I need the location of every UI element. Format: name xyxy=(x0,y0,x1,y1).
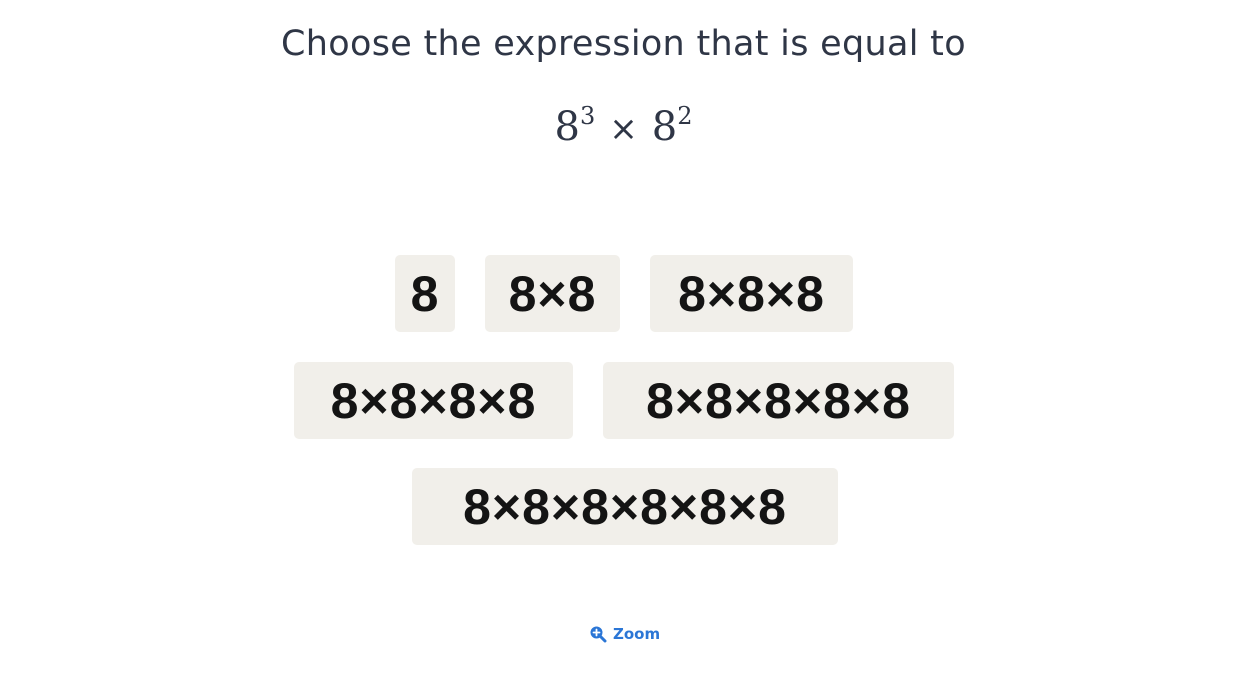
answer-option-label: 8×8×8×8×8×8 xyxy=(463,478,787,535)
target-expression xyxy=(0,104,1247,150)
answer-option-label: 8×8×8 xyxy=(678,265,825,322)
answer-option-label: 8×8 xyxy=(508,265,597,322)
answer-option-label: 8 xyxy=(410,265,440,322)
question-prompt: Choose the expression that is equal to xyxy=(281,24,966,64)
expression-base-1: 8 xyxy=(554,104,580,150)
answer-option-5[interactable] xyxy=(603,362,954,439)
expression-operator: × xyxy=(609,109,638,149)
answer-option-label: 8×8×8×8 xyxy=(330,372,537,429)
expression-exponent-2: 2 xyxy=(677,102,693,130)
expression-exponent-1: 3 xyxy=(579,102,596,130)
answer-option-6[interactable] xyxy=(412,468,838,545)
answer-option-4[interactable] xyxy=(294,362,573,439)
expression-base-2: 8 xyxy=(651,104,678,150)
answer-option-3[interactable] xyxy=(650,255,853,332)
zoom-button[interactable] xyxy=(589,625,660,643)
answer-option-2[interactable] xyxy=(485,255,620,332)
zoom-in-icon xyxy=(589,625,607,643)
answer-option-label: 8×8×8×8×8 xyxy=(646,372,911,429)
zoom-label: Zoom xyxy=(613,625,661,643)
answer-option-1[interactable] xyxy=(395,255,455,332)
